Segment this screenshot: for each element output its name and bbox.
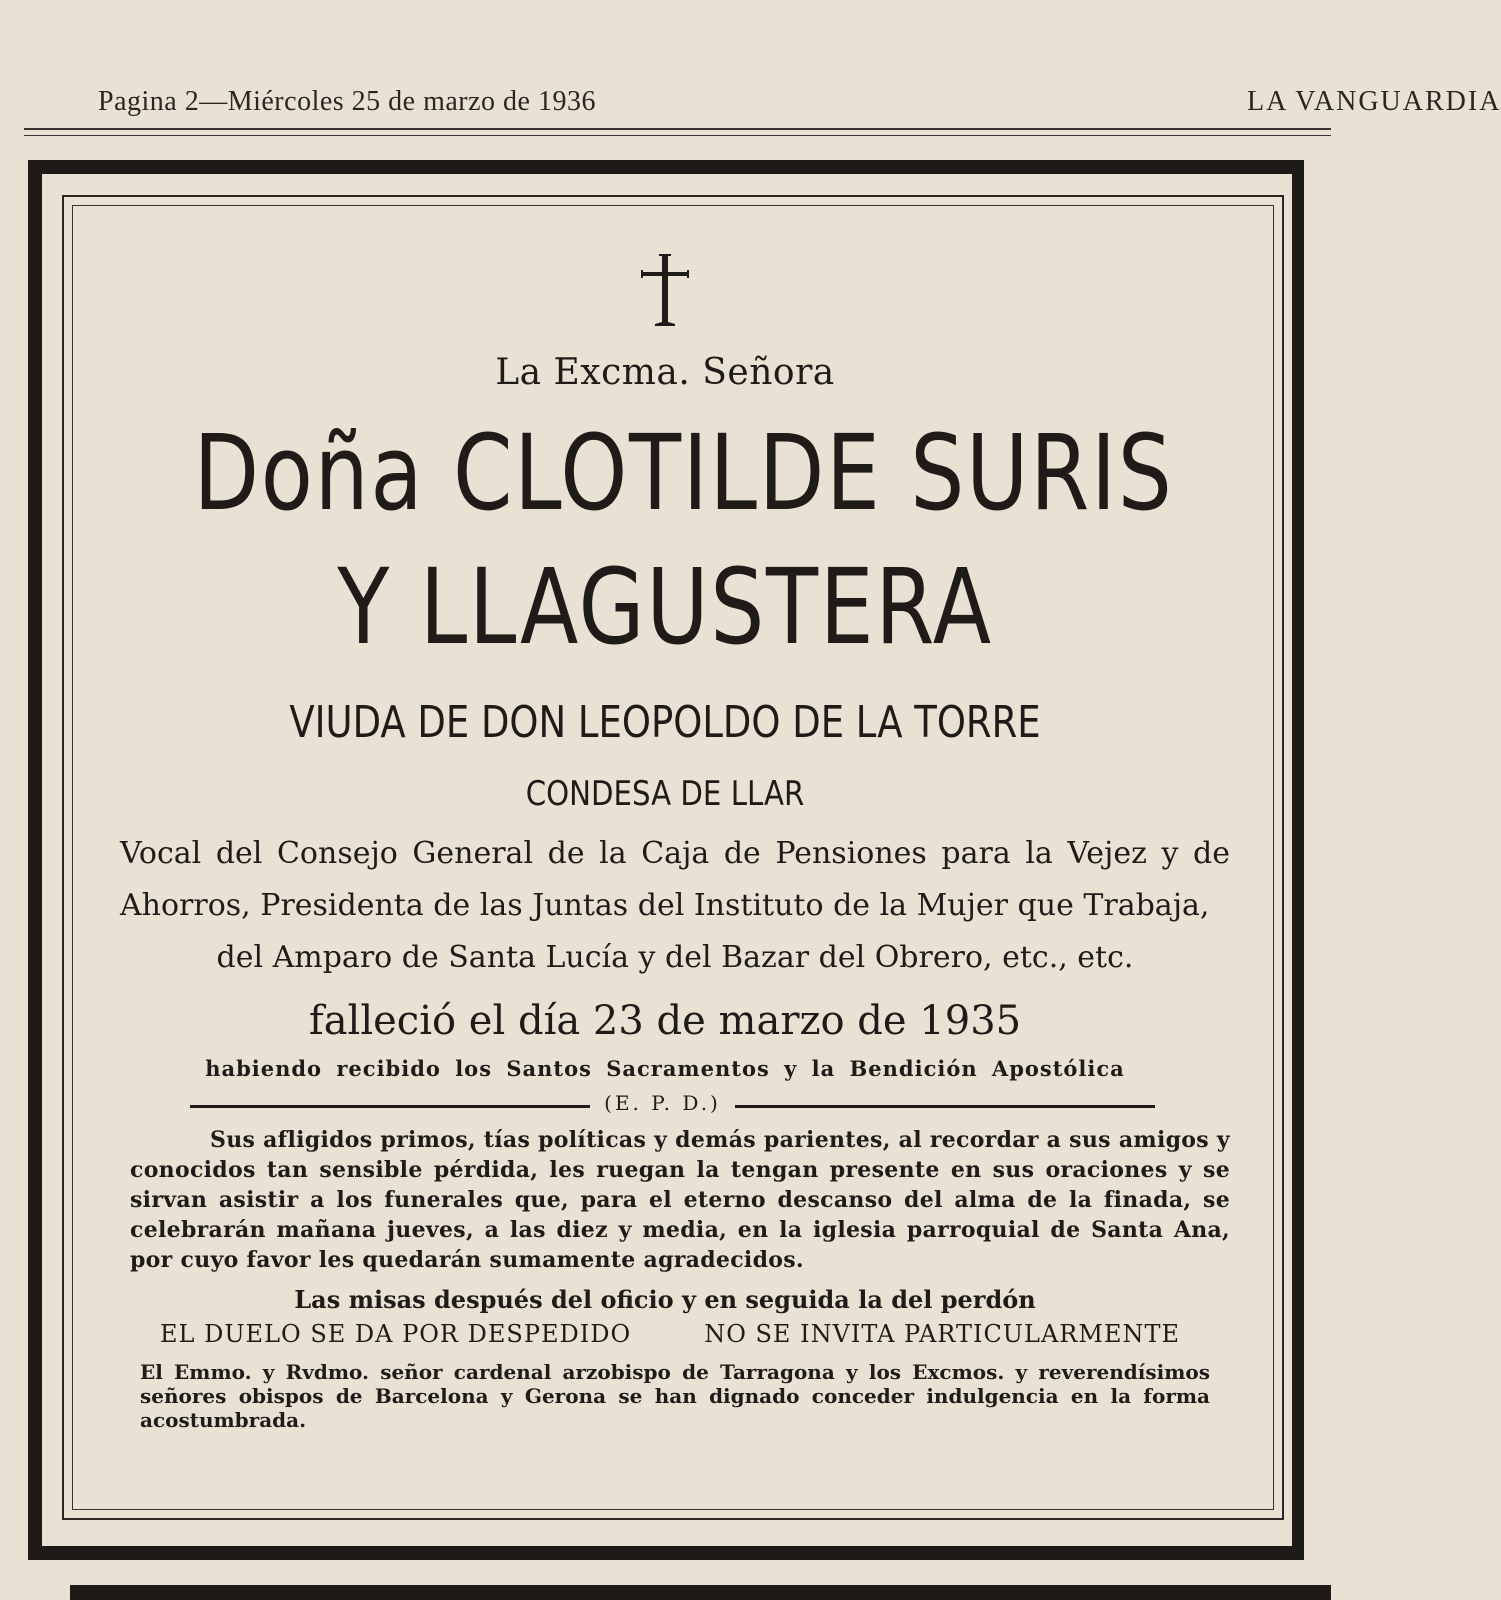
header-rule-thin bbox=[24, 135, 1331, 136]
header-date: Pagina 2—Miércoles 25 de marzo de 1936 bbox=[98, 86, 596, 117]
deceased-name-line2: Y LLAGUSTERA bbox=[337, 546, 993, 668]
rip-text: (E. P. D.) bbox=[604, 1091, 721, 1115]
header-rule bbox=[24, 128, 1331, 130]
honorific: La Excma. Señora bbox=[495, 352, 835, 393]
widow-of: VIUDA DE DON LEOPOLDO DE LA TORRE bbox=[289, 697, 1041, 748]
next-notice-border bbox=[70, 1585, 1331, 1600]
no-invite-text: NO SE INVITA PARTICULARMENTE bbox=[704, 1320, 1180, 1348]
masses-line: Las misas después del oficio y en seguida la del perdón bbox=[294, 1285, 1036, 1314]
page-header bbox=[98, 78, 1501, 118]
positions-text bbox=[90, 828, 1240, 984]
notice-body: Sus afligidos primos, tías políticas y demás parientes, al recordar a sus amigos y conocidos tan sensible pérdida, les ruegan la tengan presente en sus oraciones y se sirvan asistir a los funerales que, para el eterno descanso del alma de la finada, se celebrarán mañana jueves, a las diez y media, en la iglesia parroquial de Santa Ana, por cuyo favor les quedarán sumamente agradecidos. bbox=[130, 1127, 1230, 1273]
cross-icon bbox=[635, 250, 695, 330]
rip-divider bbox=[90, 1091, 1240, 1121]
rip-rule-left bbox=[190, 1105, 590, 1108]
header-masthead: LA VANGUARDIA bbox=[1247, 86, 1501, 117]
noble-title: CONDESA DE LLAR bbox=[525, 774, 805, 814]
duelo-text: EL DUELO SE DA POR DESPEDIDO bbox=[160, 1320, 632, 1348]
obituary-notice bbox=[90, 230, 1240, 1432]
positions-last-line: del Amparo de Santa Lucía y del Bazar del Obrero, etc., etc. bbox=[216, 940, 1134, 975]
sacraments-line: habiendo recibido los Santos Sacramentos y la Bendición Apostólica bbox=[205, 1056, 1125, 1081]
duelo-row bbox=[90, 1320, 1240, 1348]
deceased-name-line1: Doña CLOTILDE SURIS bbox=[193, 412, 1174, 534]
rip-rule-right bbox=[735, 1105, 1155, 1108]
positions-lines: Vocal del Consejo General de la Caja de Pensiones para la Vejez y de Ahorros, Presidenta de las Juntas del Instituto de la Mujer que Trabaja, bbox=[120, 836, 1230, 923]
death-date: falleció el día 23 de marzo de 1935 bbox=[308, 998, 1022, 1044]
indulgence-text: El Emmo. y Rvdmo. señor cardenal arzobispo de Tarragona y los Excmos. y reverendísimos señores obispos de Barcelona y Gerona se han dignado conceder indulgencia en la forma acostumbrada. bbox=[140, 1360, 1210, 1432]
